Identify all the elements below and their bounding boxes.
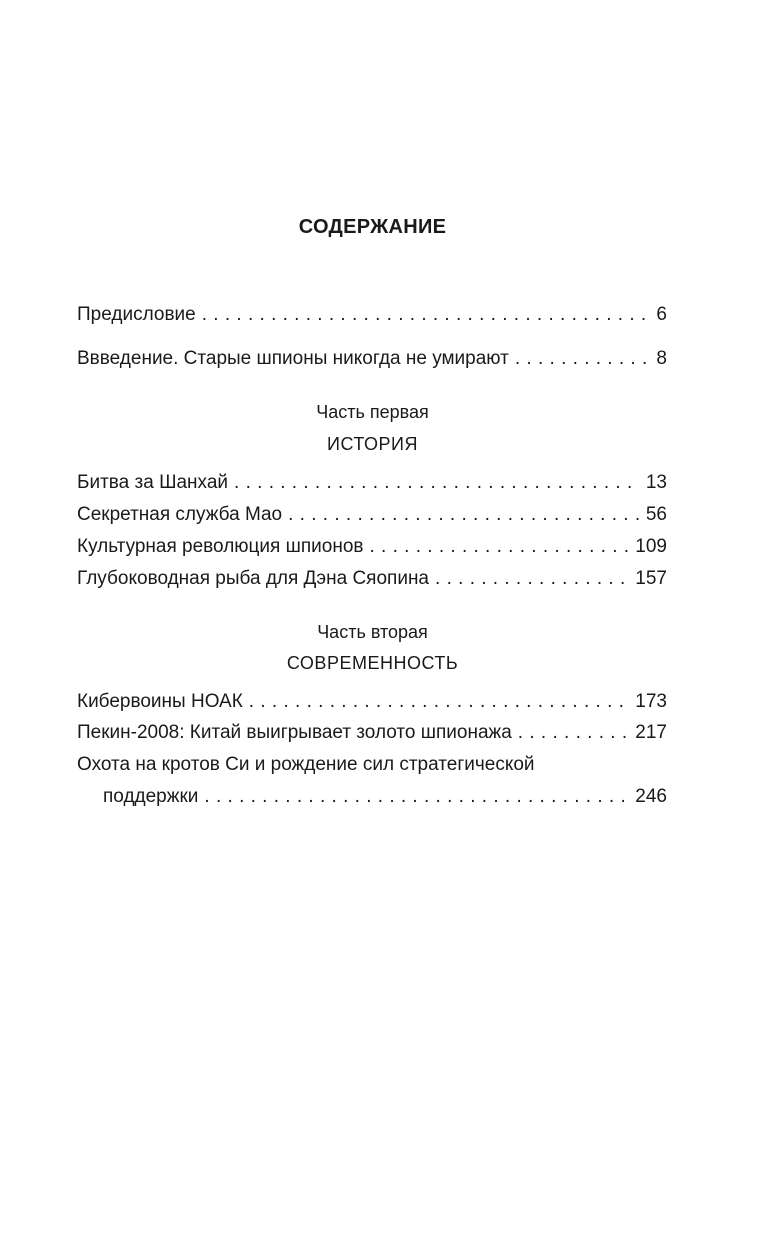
toc-entry-page: 56	[645, 504, 667, 525]
toc-entry-page: 8	[656, 348, 667, 369]
part-title: СОВРЕМЕННОСТЬ	[286, 653, 459, 673]
toc-entry-page: 157	[635, 568, 667, 589]
dot-leader	[249, 690, 630, 714]
dot-leader	[234, 471, 640, 495]
toc-entry-page: 6	[656, 304, 667, 325]
toc-entry-page: 13	[645, 472, 667, 493]
toc-entry-page: 173	[635, 691, 667, 712]
toc-entry-label: Пекин-2008: Китай выигрывает золото шпионажа	[77, 722, 512, 743]
toc-title: СОДЕРЖАНИЕ	[298, 216, 447, 238]
dot-leader	[288, 503, 640, 527]
dot-leader	[202, 303, 651, 327]
part-title: ИСТОРИЯ	[327, 434, 418, 454]
toc-entry[interactable]	[77, 535, 667, 559]
toc-entry-page: 246	[635, 786, 667, 807]
toc-entry-label: Битва за Шанхай	[77, 472, 229, 493]
part-label: Часть первая	[316, 402, 429, 422]
dot-leader	[204, 785, 629, 809]
toc-entry[interactable]	[77, 721, 667, 745]
dot-leader	[369, 535, 629, 559]
toc-entry[interactable]	[77, 303, 667, 327]
toc-entry-label: Глубоководная рыба для Дэна Сяопина	[77, 568, 430, 589]
toc-entry-label: Предисловие	[77, 304, 196, 325]
dot-leader	[518, 721, 630, 745]
toc-entry-label-line1[interactable]: Охота на кротов Си и рождение сил стратегической	[77, 754, 535, 775]
toc-entry[interactable]	[77, 503, 667, 527]
toc-entry-label: Секретная служба Мао	[77, 504, 283, 525]
toc-entry-label: Ввведение. Старые шпионы никогда не умирают	[77, 348, 509, 369]
toc-entry-label: Культурная революция шпионов	[77, 536, 364, 557]
dot-leader	[435, 567, 629, 591]
dot-leader	[515, 347, 651, 371]
toc-entry-page: 217	[635, 722, 667, 743]
toc-entry[interactable]	[77, 471, 667, 495]
toc-entry[interactable]	[103, 785, 667, 809]
toc-entry[interactable]	[77, 567, 667, 591]
part-label: Часть вторая	[317, 622, 428, 642]
toc-entry[interactable]	[77, 347, 667, 371]
toc-entry-page: 109	[635, 536, 667, 557]
toc-entry[interactable]	[77, 690, 667, 714]
toc-entry-label-line2: поддержки	[103, 786, 199, 807]
toc-entry-label: Кибервоины НОАК	[77, 691, 243, 712]
